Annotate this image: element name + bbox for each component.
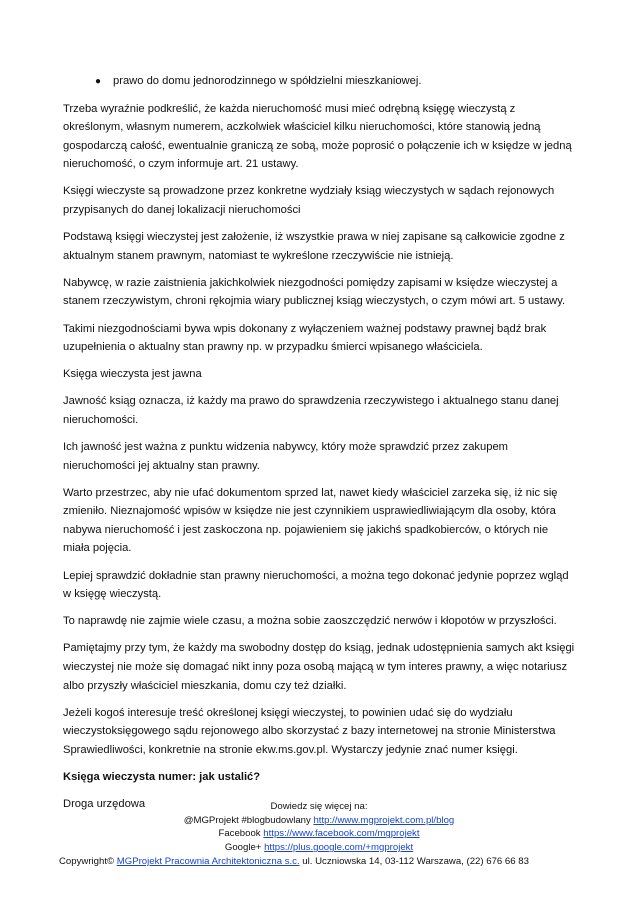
paragraph: Ich jawność jest ważna z punktu widzenia nabywcy, który może sprawdzić przez zakupem nieruchomości jej aktualny stan prawny. <box>63 441 508 472</box>
section-heading <box>63 768 575 787</box>
paragraph: Lepiej sprawdzić dokładnie stan prawny nieruchomości, a można tego dokonać jedynie poprzez wgląd w księgę wieczystą. <box>63 569 569 601</box>
paragraph: Droga urzędowa <box>63 798 146 810</box>
section-heading-text: Księga wieczysta numer: jak ustalić? <box>63 770 261 783</box>
footer-copyright-label: Copywright© <box>59 855 117 867</box>
paragraph: Jawność ksiąg oznacza, iż każdy ma prawo do sprawdzenia rzeczywistego i aktualnego stanu danej nieruchomości. <box>63 395 559 426</box>
paragraph: Jeżeli kogoś interesuje treść określonej księgi wieczystej, to powinien udać się do wydziału wieczystoksięgowego sądu rejonowego albo skorzystać z bazy internetowej na stronie Ministerstwa Sprawiedliwości, konkretnie na stronie ekw.ms.gov.pl. Wystarczy jedynie znać numer księgi. <box>63 706 556 756</box>
paragraph: Pamiętajmy przy tym, że każdy ma swobodny dostęp do ksiąg, jednak udostępnienia samych akt księgi wieczystej nie może się domagać nikt inny poza osobą mającą w tym interes prawny, a więc notariusz albo przyszły właściciel mieszkania, domu czy też działki. <box>63 642 575 692</box>
footer-facebook-label: Facebook <box>218 828 264 840</box>
page-footer <box>59 800 575 869</box>
paragraph: Warto przestrzec, aby nie ufać dokumentom sprzed lat, nawet kiedy właściciel zarzeka się, iż nic się zmieniło. Nieznajomość wpisów w księdze nie jest czynnikiem usprawiedliwiającym dla osoby, która nabywa nieruchomość i jest zaskoczona np. pojawieniem się jakichś spadkobierców, o których nie miała pojęcia. <box>63 486 558 555</box>
bullet-list-item <box>95 72 575 92</box>
footer-blog-row <box>63 814 575 828</box>
paragraph: Takimi niezgodnościami bywa wpis dokonany z wyłączeniem ważnej podstawy prawnej bądź brak uzupełnienia o aktualny stan prawny np. w przypadku śmierci wpisanego właściciela. <box>63 322 547 354</box>
footer-intro: Dowiedz się więcej na: <box>270 801 368 812</box>
footer-copyright-row <box>59 855 575 869</box>
paragraph: Księga wieczysta jest jawna <box>63 368 202 381</box>
paragraph: Podstawą księgi wieczystej jest założenie, iż wszystkie prawa w niej zapisane są całkowicie zgodne z aktualnym stanem prawnym, natomiast te wykreślone rzeczywiście nie istnieją. <box>63 231 565 262</box>
footer-google-row <box>63 841 575 855</box>
paragraph: Nabywcę, w razie zaistnienia jakichkolwiek niezgodności pomiędzy zapisami w księdze wieczystej a stanem rzeczywistym, chroni rękojmia wiary publicznej ksiąg wieczystych, o czym mówi art. 5 ustawy. <box>63 276 566 308</box>
paragraph: To naprawdę nie zajmie wiele czasu, a można sobie zaoszczędzić nerwów i kłopotów w przyszłości. <box>63 615 557 628</box>
paragraph: Księgi wieczyste są prowadzone przez konkretne wydziały ksiąg wieczystych w sądach rejonowych przypisanych do danej lokalizacji nieruchomości <box>63 185 555 217</box>
footer-blog-label: @MGProjekt #blogbudowlany <box>183 814 314 826</box>
document-body <box>63 72 575 822</box>
bullet-text: prawo do domu jednorodzinnego w spółdzielni mieszkaniowej. <box>113 75 422 87</box>
blog-link[interactable]: http://www.mgprojekt.com.pl/blog <box>313 814 455 826</box>
bullet-icon: ● <box>95 76 102 87</box>
company-link[interactable]: MGProjekt Pracownia Architektoniczna s.c. <box>116 855 300 867</box>
footer-address: ul. Uczniowska 14, 03-112 Warszawa, (22) 676 66 83 <box>299 855 529 867</box>
paragraph: Trzeba wyraźnie podkreślić, że każda nieruchomość musi mieć odrębną księgę wieczystą z określonym, własnym numerem, aczkolwiek właściciel kilku nieruchomości, które stanowią jedną gospodarczą całość, ewentualnie graniczą ze sobą, może poprosić o połączenie ich w księdze w jedną nieruchomość, o czym informuje art. 21 ustawy. <box>63 102 572 171</box>
facebook-link[interactable]: https://www.facebook.com/mgprojekt <box>263 828 420 840</box>
footer-facebook-row <box>63 827 575 841</box>
google-plus-link[interactable]: https://plus.google.com/+mgprojekt <box>264 842 414 854</box>
footer-google-label: Google+ <box>224 842 265 854</box>
